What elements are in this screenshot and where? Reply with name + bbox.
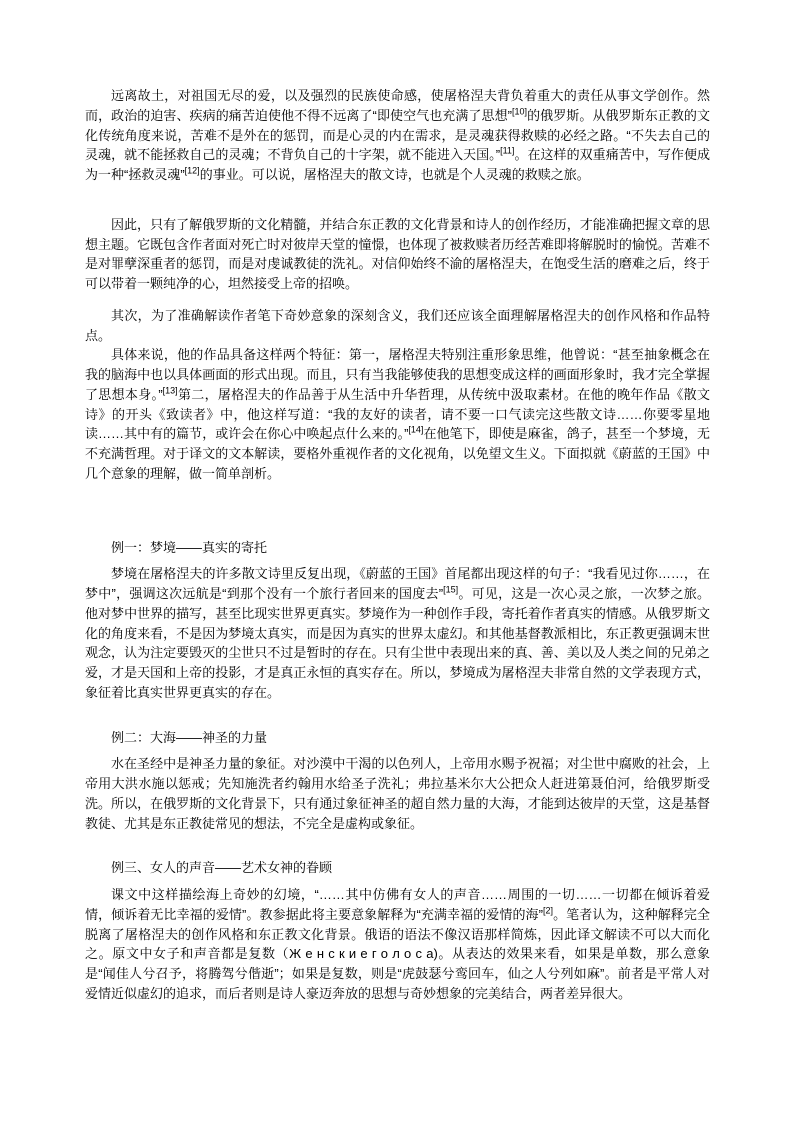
text-run: 的事业。可以说，屠格涅夫的散文诗，也就是个人灵魂的救赎之旅。 [199,167,590,182]
paragraph-example-1-dream [85,564,710,702]
footnote-ref: [12] [184,165,200,176]
text-run: 课文中这样描绘海上奇妙的幻境，“……其中仿佛有女人的声音……周围的一切……一切都在倾诉着爱情，倾诉着无比幸福的爱情”。教参据此将主要意象解释为“充满幸福的爱情的海” [85,887,710,922]
footnote-ref: [2] [542,905,553,916]
text-run: 因此，只有了解俄罗斯的文化精髓，并结合东正教的文化背景和诗人的创作经历，才能准确把握文章的思想主题。它既包含作者面对死亡时对彼岸天堂的憧憬，也体现了被救赎者历经苦难即将解脱时的愉悦。苦难不是对罪孽深重者的惩罚，而是对虔诚教徒的洗礼。对信仰始终不渝的屠格涅夫，在饱受生活的磨难之后，终于可以带着一颗纯净的心，坦然接受上帝的招唤。 [85,216,710,291]
text-run: 。可见，这是一次心灵之旅，一次梦之旅。他对梦中世界的描写，甚至比现实世界更真实。梦境作为一种创作手段，寄托着作者真实的情感。从俄罗斯文化的角度来看，不是因为梦境太真实，而是因为真实的世界太虚幻。和其他基督教派相比，东正教更强调末世观念，认为注定要毁灭的尘世只不过是暂时的存在。只有尘世中表现出来的真、善、美以及人类之间的兄弟之爱，才是天国和上帝的投影，才是真正永恒的真实存在。所以，梦境成为屠格涅夫非常自然的文学表现方式，象征着比真实世界更真实的存在。 [85,586,710,700]
text-run: 第二，屠格涅夫的作品善于从生活中升华哲理，从传统中汲取素材。在他的晚年作品《散文诗》的开头《致读者》中，他这样写道：“我的友好的读者，请不要一口气读完这些散文诗……你要零星地读……其中有的篇节，或许会在你心中唤起点什么来的。” [85,386,710,442]
footnote-ref: [15] [443,584,459,595]
footnote-ref: [13] [162,385,178,396]
text-run: 远离故土，对祖国无尽的爱，以及强烈的民族使命感，使屠格涅夫背负着重大的责任从事文学创作。然而，政治的迫害、疾病的痛苦迫使他不得不远离了“即使空气也充满了思想” [85,88,710,123]
text-run: 。在这样的双重痛苦中，写作便成为一种“拯救灵魂” [85,147,710,182]
text-run: 例一：梦境——真实的寄托 [111,539,268,555]
text-run: 梦境在屠格涅夫的许多散文诗里反复出现，《蔚蓝的王国》首尾都出现这样的句子：“我看见过你……，在梦中”，强调这次远航是“到那个没有一个旅行者回来的国度去” [85,566,710,601]
paragraph-style-features [85,345,710,483]
text-run: 其次，为了准确解读作者笔下奇妙意象的深刻含义，我们还应该全面理解屠格涅夫的创作风格和作品特点。 [85,307,710,343]
text-run: 的俄罗斯。从俄罗斯东正教的文化传统角度来说，苦难不是外在的惩罚，而是心灵的内在需求，是灵魂获得救赎的必经之路。“不失去自己的灵魂，就不能拯救自己的灵魂；不背负自己的十字架，就不能进入天国。” [85,107,710,163]
text-run: 。笔者认为，这种解释完全脱离了屠格涅夫的创作风格和东正教文化背景。俄语的语法不像汉语那样简炼，因此译文解读不可以大而化之。原文中女子和声音都是复数（Ж е н с к и е г о л о с а)。从表达的效果来看，如果是单数，那么意象是“闻佳人兮召予，将腾驾兮偕逝”；如果是复数，则是“虎鼓瑟兮鸾回车，仙之人兮列如麻”。前者是平常人对爱情近似虚幻的追求，而后者则是诗人豪迈奔放的思想与奇妙想象的完美结合，两者差异很大。 [85,906,710,1001]
footnote-ref: [11] [500,145,515,156]
text-run: 在他笔下，即使是麻雀，鸽子，甚至一个梦境，无不充满哲理。对于译文的文本解读，要格外重视作者的文化视角，以免望文生义。下面拟就《蔚蓝的王国》中几个意象的理解，做一简单剖析。 [85,426,710,481]
text-run: 具体来说，他的作品具备这样两个特征：第一，屠格涅夫特别注重形象思维，他曾说：“甚至抽象概念在我的脑海中也以具体画面的形式出现。而且，只有当我能够使我的思想变成这样的画面形象时，我才完全掌握了思想本身。” [85,347,710,402]
text-run: 例二：大海——神圣的力量 [111,729,268,745]
text-run: 例三、女人的声音——艺术女神的眷顾 [111,860,333,876]
heading-example-2 [85,728,710,748]
paragraph-example-2-sea [85,754,710,833]
footnote-ref: [10] [511,106,527,117]
paragraph-transition [85,306,710,346]
paragraph-culture-faith [85,215,710,294]
text-run: 水在圣经中是神圣力量的象征。对沙漠中干渴的以色列人，上帝用水赐予祝福；对尘世中腐败的社会，上帝用大洪水施以惩戒；先知施洗者约翰用水给圣子洗礼；弗拉基米尔大公把众人赶进第聂伯河，给俄罗斯受洗。所以，在俄罗斯的文化背景下，只有通过象征神圣的超自然力量的大海，才能到达彼岸的天堂，这是基督教徒、尤其是东正教徒常见的想法，不完全是虚构或象征。 [85,756,710,831]
footnote-ref: [14] [408,424,424,435]
paragraph-exile [85,86,710,185]
paragraph-example-3-voices [85,885,710,1004]
heading-example-1 [85,538,710,558]
heading-example-3 [85,858,710,878]
